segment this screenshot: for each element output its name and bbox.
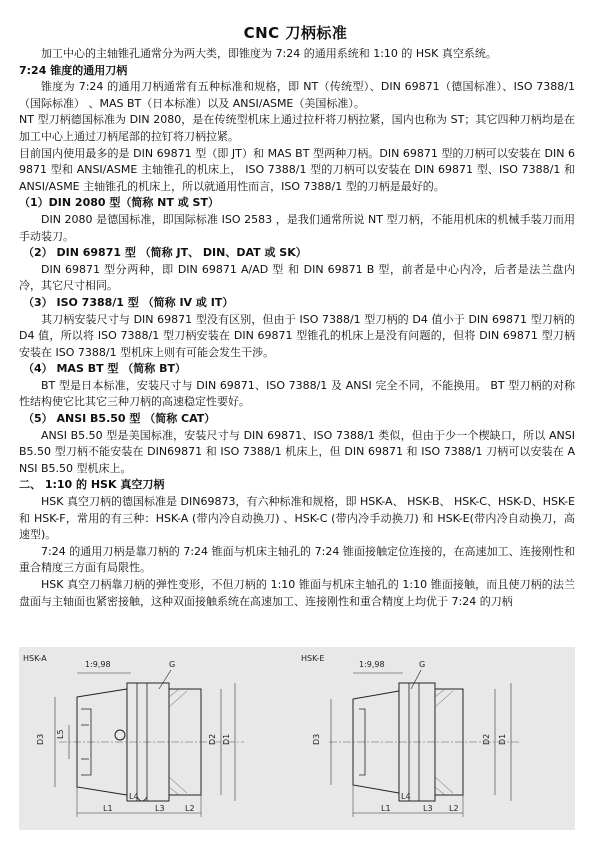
hsk-a-l1: L1 xyxy=(103,804,113,813)
page-title: CNC 刀柄标准 xyxy=(243,24,348,42)
hsk-a-l5: L5 xyxy=(56,729,65,739)
hsk-e-l2: L2 xyxy=(449,804,459,813)
hsk-a-l3: L3 xyxy=(155,804,165,813)
hsk-a-g-label: G xyxy=(169,660,176,669)
item-heading-din69871: （2） DIN 69871 型 （简称 JT、 DIN、DAT 或 SK） xyxy=(23,246,307,260)
hsk-e-drawing xyxy=(301,654,519,817)
hsk-a-ratio: 1:9,98 xyxy=(85,660,111,669)
hsk-e-d1: D1 xyxy=(498,733,507,745)
section1-paragraph-2: NT 型刀柄德国标准为 DIN 2080，是在传统型机床上通过拉杆将刀柄拉紧，国内也称为 ST；其它四种刀柄均是在加工中心上通过刀柄尾部的拉钉将刀柄拉紧。 xyxy=(19,113,575,143)
item-heading-ansi: （5） ANSI B5.50 型 （简称 CAT） xyxy=(23,412,216,426)
hsk-e-d3: D3 xyxy=(312,733,321,745)
hsk-e-d2: D2 xyxy=(482,733,491,745)
section-heading-hsk: 二、 1:10 的 HSK 真空刀柄 xyxy=(19,478,165,492)
hsk-a-l2: L2 xyxy=(185,804,195,813)
document-body xyxy=(19,46,575,610)
item-heading-iso7388: （3） ISO 7388/1 型 （简称 IV 或 IT） xyxy=(23,295,234,309)
section2-paragraph-2: 7:24 的通用刀柄是靠刀柄的 7:24 锥面与机床主轴孔的 7:24 锥面接触定位连接的，在高速加工、连接刚性和重合精度三方面有局限性。 xyxy=(19,544,575,575)
hsk-a-d2: D2 xyxy=(208,733,217,745)
item-text-iso7388: 其刀柄安装尺寸与 DIN 69871 型没有区别，但由于 ISO 7388/1 型刀柄的 D4 值小于 DIN 69871 型刀柄的 D4 值，所以将 ISO 7388/1 型刀柄安装在 DIN 69871 型锥孔的机床上是没有问题的，但将 DIN 69871 型刀柄安装在 ISO 7388/1 型机床上则有可能会发生干涉。 xyxy=(19,312,575,359)
hsk-a-l4: L4 xyxy=(129,792,139,801)
item-heading-mas-bt: （4） MAS BT 型 （简称 BT） xyxy=(23,362,186,376)
hsk-e-g-label: G xyxy=(419,660,426,669)
item-text-ansi: ANSI B5.50 型是美国标准，安装尺寸与 DIN 69871、ISO 7388/1 类似，但由于少一个楔缺口，所以 ANSI B5.50 型刀柄不能安装在 DIN69871 和 ISO 7388/1 机床上，但 DIN 69871 和 ISO 7388/1 刀柄可以安装在 ANSI B5.50 型机床上。 xyxy=(19,428,575,475)
hsk-a-drawing xyxy=(23,654,244,817)
section1-paragraph-3: 目前国内使用最多的是 DIN 69871 型（即 JT）和 MAS BT 型两种刀柄。DIN 69871 型的刀柄可以安装在 DIN 69871 型和 ANSI/ASME 主轴锥孔的机床上， ISO 7388/1 型的刀柄可以安装在 DIN 69871 型、ISO 7388/1 和 ANSI/ASME 主轴锥孔的机床上，所以就通用性而言，ISO 7388/1 型的刀柄是最好的。 xyxy=(19,146,575,193)
item-text-din2080: DIN 2080 是德国标准，即国际标准 ISO 2583 ，是我们通常所说 NT 型刀柄，不能用机床的机械手装刀而用手动装刀。 xyxy=(19,212,575,243)
section1-paragraph-1: 锥度为 7:24 的通用刀柄通常有五种标准和规格，即 NT（传统型）、DIN 69871（德国标准）、ISO 7388/1 （国际标准） 、MAS BT（日本标准）以及 ANSI/ASME（美国标准）。 xyxy=(19,80,575,110)
hsk-a-d3: D3 xyxy=(36,733,45,745)
hsk-e-l3: L3 xyxy=(423,804,433,813)
hsk-drawing-figure xyxy=(19,647,575,830)
intro-paragraph: 加工中心的主轴锥孔通常分为两大类，即锥度为 7:24 的通用系统和 1:10 的 HSK 真空系统。 xyxy=(41,47,497,60)
item-heading-din2080: （1）DIN 2080 型（简称 NT 或 ST） xyxy=(19,196,219,210)
hsk-e-l1: L1 xyxy=(381,804,391,813)
item-text-mas-bt: BT 型是日本标准，安装尺寸与 DIN 69871、ISO 7388/1 及 ANSI 完全不同，不能换用。 BT 型刀柄的对称性结构使它比其它三种刀柄的高速稳定性要好。 xyxy=(19,378,575,409)
hsk-e-label: HSK-E xyxy=(301,654,325,663)
item-text-din69871: DIN 69871 型分两种，即 DIN 69871 A/AD 型 和 DIN 69871 B 型，前者是中心内冷，后者是法兰盘内冷，其它尺寸相同。 xyxy=(19,262,575,293)
hsk-a-label: HSK-A xyxy=(23,654,47,663)
section-heading-724: 7:24 锥度的通用刀柄 xyxy=(19,63,128,77)
hsk-e-ratio: 1:9,98 xyxy=(359,660,385,669)
hsk-a-d1: D1 xyxy=(222,733,231,745)
section2-paragraph-1: HSK 真空刀柄的德国标准是 DIN69873，有六种标准和规格，即 HSK-A、 HSK-B、 HSK-C、HSK-D、HSK-E 和 HSK-F，常用的有三种：HSK-A (带内冷自动换刀) 、HSK-C (带内冷手动换刀) 和 HSK-E(带内冷自动换刀，高速型)。 xyxy=(19,495,575,542)
hsk-e-l4: L4 xyxy=(401,792,411,801)
hsk-technical-drawing xyxy=(19,647,575,830)
section2-paragraph-3: HSK 真空刀柄靠刀柄的弹性变形，不但刀柄的 1:10 锥面与机床主轴孔的 1:10 锥面接触，而且使刀柄的法兰盘面与主轴面也紧密接触，这种双面接触系统在高速加工、连接刚性和重合精度上均优于 7:24 的刀柄 xyxy=(19,578,575,608)
